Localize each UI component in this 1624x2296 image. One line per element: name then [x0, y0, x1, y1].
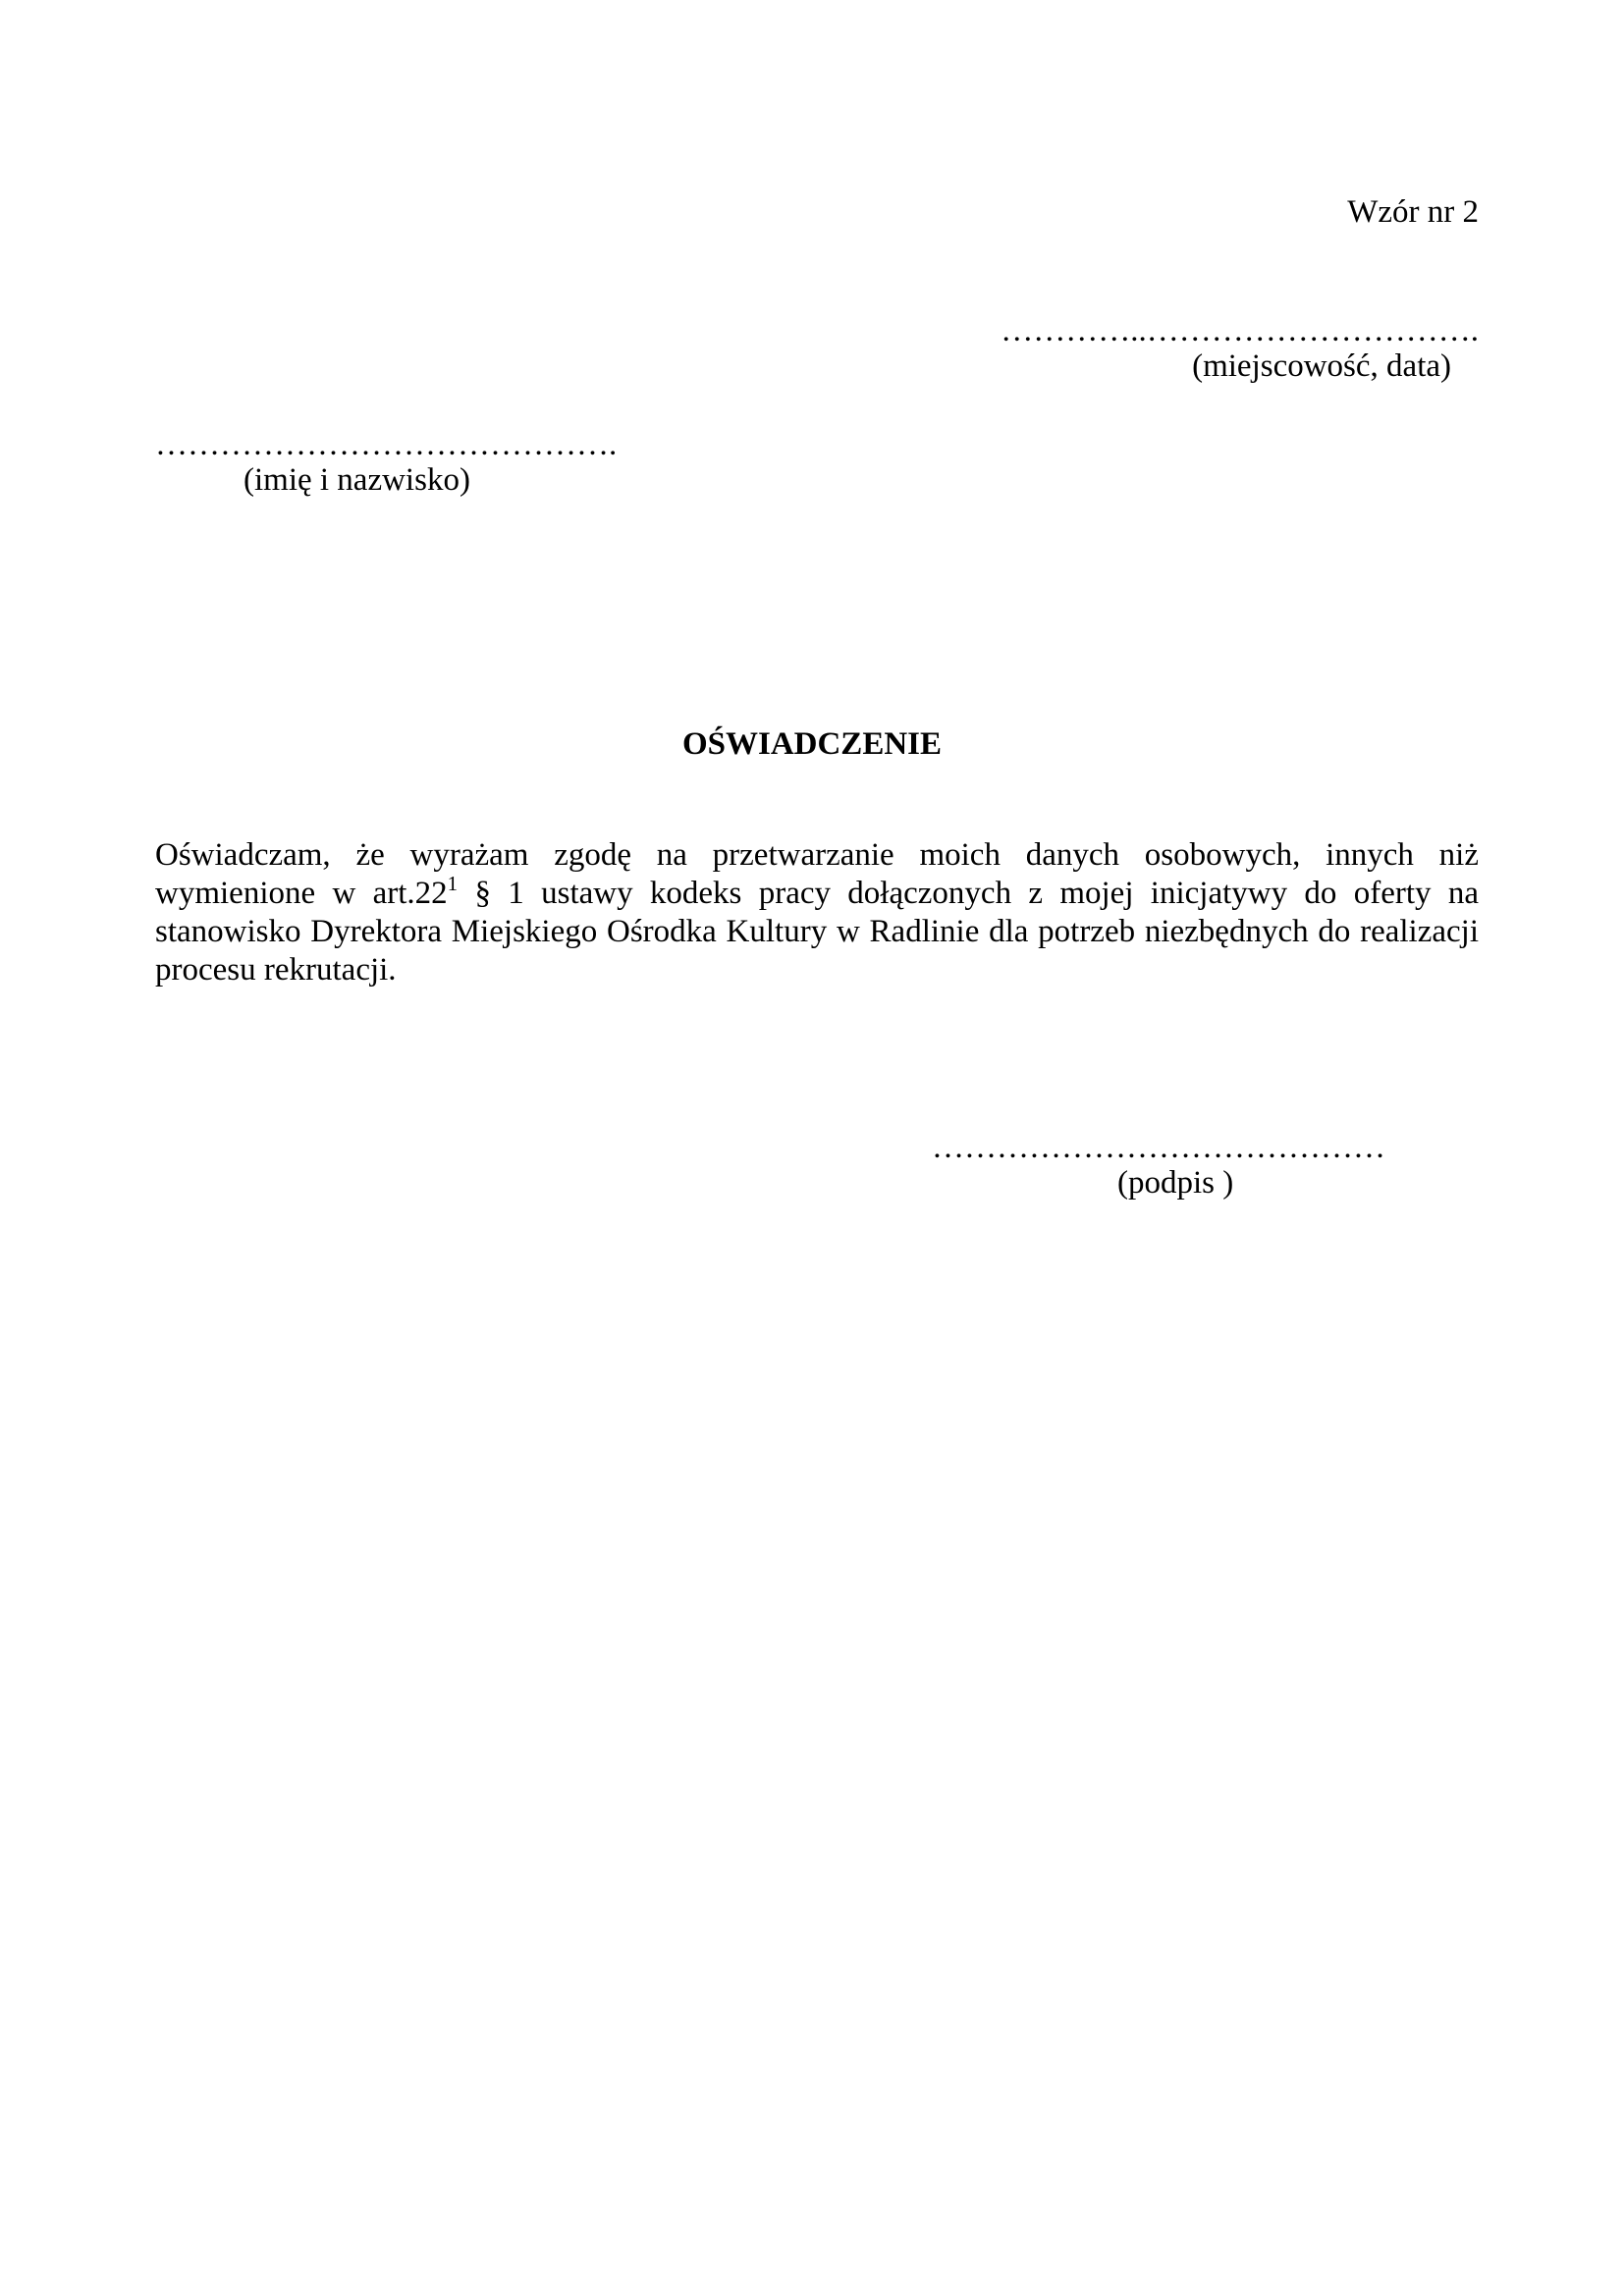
place-date-field-line: …………..…………………………. — [1001, 313, 1479, 348]
template-number: Wzór nr 2 — [1347, 194, 1479, 230]
place-date-caption: (miejscowość, data) — [1192, 348, 1451, 384]
signature-field-line: …………………………………… — [932, 1130, 1385, 1165]
signature-caption: (podpis ) — [1117, 1165, 1234, 1201]
document-title: OŚWIADCZENIE — [681, 726, 943, 762]
statement-line: stanowisko Dyrektora Miejskiego Ośrodka Kultury w Radlinie dla potrzeb niezbędnych do realizacji — [155, 914, 1479, 949]
statement-line: Oświadczam, że wyrażam zgodę na przetwarzanie moich danych osobowych, innych niż — [155, 837, 1479, 873]
name-caption: (imię i nazwisko) — [244, 462, 470, 498]
superscript: 1 — [447, 872, 459, 895]
name-field-line: ……………………………………. — [155, 427, 618, 462]
statement-fragment: § 1 ustawy kodeks pracy dołączonych z mojej inicjatywy do oferty na — [458, 876, 1479, 911]
statement-fragment: wymienione w art.22 — [155, 876, 448, 911]
statement-line — [155, 872, 1479, 913]
statement-line: procesu rekrutacji. — [155, 952, 397, 988]
statement-text — [155, 836, 1479, 989]
